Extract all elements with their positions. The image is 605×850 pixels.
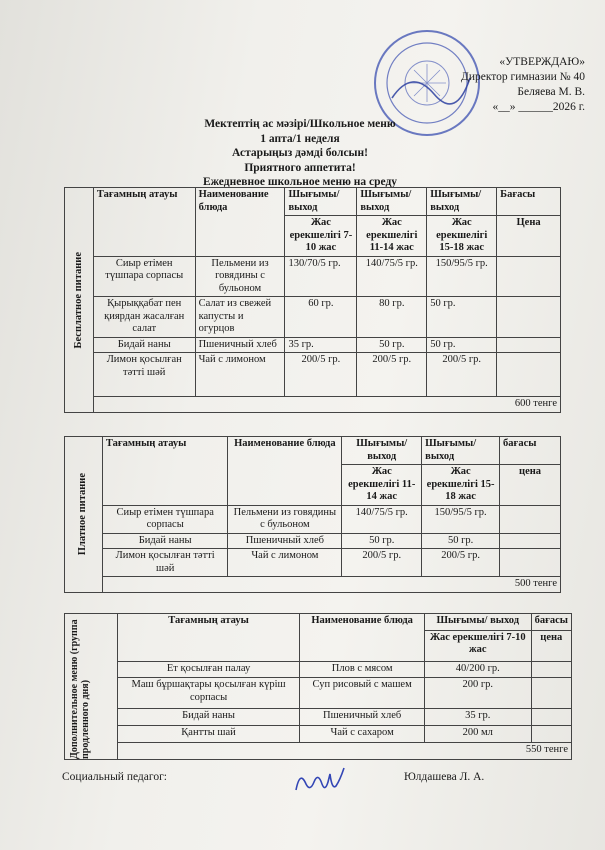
dish-name-ru: Салат из свежей капусты и огурцов xyxy=(195,297,285,338)
extra-header-name-kz: Тағамның атауы xyxy=(117,614,300,662)
heading-line-4: Приятного аппетита! xyxy=(244,161,356,174)
portion-value: 140/75/5 гр. xyxy=(342,505,422,533)
free-header-out-3: Шығымы/ выход xyxy=(427,188,497,216)
dish-name-kz: Бидай наны xyxy=(102,533,228,549)
portion-value: 50 гр. xyxy=(427,337,497,353)
price-cell xyxy=(531,726,571,743)
dish-name-ru: Пшеничный хлеб xyxy=(300,709,425,726)
dish-name-kz: Сиыр етімен түшпара сорпасы xyxy=(93,256,195,297)
paid-total: 500 тенге xyxy=(102,577,560,593)
table-row xyxy=(65,678,572,709)
approval-block xyxy=(420,55,585,115)
portion-value: 35 гр. xyxy=(424,709,531,726)
table-row xyxy=(65,297,561,338)
price-cell xyxy=(500,533,561,549)
portion-value: 200 гр. xyxy=(424,678,531,709)
heading-line-2: 1 апта/1 неделя xyxy=(260,132,340,145)
paid-header-age-1: Жас ерекшелігі 11-14 жас xyxy=(342,465,422,506)
extra-total: 550 тенге xyxy=(117,742,571,759)
price-cell xyxy=(497,337,561,353)
paid-header-name-kz: Тағамның атауы xyxy=(102,437,228,506)
footer-role: Социальный педагог: xyxy=(62,771,167,783)
dish-name-ru: Суп рисовый с машем xyxy=(300,678,425,709)
dish-name-kz: Қырыққабат пен қиярдан жасалған салат xyxy=(93,297,195,338)
dish-name-kz: Маш бұршақтары қосылған күріш сорпасы xyxy=(117,678,300,709)
dish-name-kz: Бидай наны xyxy=(117,709,300,726)
portion-value: 60 гр. xyxy=(285,297,357,338)
free-header-price-kz: Бағасы xyxy=(497,188,561,216)
portion-value: 50 гр. xyxy=(342,533,422,549)
price-cell xyxy=(497,256,561,297)
menu-heading xyxy=(150,117,450,190)
dish-name-ru: Пельмени из говядины с бульоном xyxy=(195,256,285,297)
paid-meal-table xyxy=(64,436,561,593)
free-header-name-kz: Тағамның атауы xyxy=(93,188,195,257)
extra-menu-table xyxy=(64,613,572,760)
approve-position: Директор гимназии № 40 xyxy=(460,71,585,83)
portion-value: 200/5 гр. xyxy=(285,353,357,397)
price-cell xyxy=(500,549,561,577)
paid-side-label: Платное питание xyxy=(65,437,103,593)
price-cell xyxy=(531,678,571,709)
footer-name: Юлдашева Л. А. xyxy=(404,771,485,783)
table-row xyxy=(65,533,561,549)
price-cell xyxy=(531,661,571,678)
dish-name-ru: Плов с мясом xyxy=(300,661,425,678)
free-header-age-1: Жас ерекшелігі 7-10 жас xyxy=(285,216,357,257)
dish-name-kz: Ет қосылған палау xyxy=(117,661,300,678)
free-header-price-ru: Цена xyxy=(497,216,561,257)
table-row xyxy=(65,505,561,533)
approve-name: Беляева М. В. xyxy=(517,86,585,98)
portion-value: 200/5 гр. xyxy=(342,549,422,577)
extra-header-out-1: Шығымы/ выход xyxy=(424,614,531,631)
portion-value: 200/5 гр. xyxy=(422,549,500,577)
dish-name-ru: Чай с лимоном xyxy=(228,549,342,577)
price-cell xyxy=(497,353,561,397)
approve-date: «__» ______2026 г. xyxy=(492,101,585,113)
portion-value: 35 гр. xyxy=(285,337,357,353)
portion-value: 200 мл xyxy=(424,726,531,743)
table-row xyxy=(65,661,572,678)
table-row xyxy=(65,549,561,577)
heading-line-1: Мектептің ас мәзірі/Школьное меню xyxy=(204,118,396,130)
free-total: 600 тенге xyxy=(93,397,560,413)
extra-header-price-kz: бағасы xyxy=(531,614,571,631)
portion-value: 40/200 гр. xyxy=(424,661,531,678)
free-header-out-1: Шығымы/ выход xyxy=(285,188,357,216)
portion-value: 200/5 гр. xyxy=(427,353,497,397)
free-header-out-2: Шығымы/ выход xyxy=(357,188,427,216)
free-side-label: Бесплатное питание xyxy=(65,188,94,413)
free-header-age-2: Жас ерекшелігі 11-14 жас xyxy=(357,216,427,257)
paid-header-price-kz: бағасы xyxy=(500,437,561,465)
approve-title: «УТВЕРЖДАЮ» xyxy=(499,56,585,68)
free-meal-table xyxy=(64,187,561,413)
extra-header-price-ru: цена xyxy=(531,630,571,661)
free-header-age-3: Жас ерекшелігі 15-18 жас xyxy=(427,216,497,257)
price-cell xyxy=(500,505,561,533)
free-header-name-ru: Наименование блюда xyxy=(195,188,285,257)
portion-value: 50 гр. xyxy=(422,533,500,549)
portion-value: 80 гр. xyxy=(357,297,427,338)
paid-header-age-2: Жас ерекшелігі 15-18 жас xyxy=(422,465,500,506)
dish-name-ru: Чай с сахаром xyxy=(300,726,425,743)
handwritten-signature xyxy=(290,760,350,800)
dish-name-kz: Сиыр етімен түшпара сорпасы xyxy=(102,505,228,533)
dish-name-ru: Пшеничный хлеб xyxy=(195,337,285,353)
portion-value: 50 гр. xyxy=(357,337,427,353)
table-row xyxy=(65,256,561,297)
heading-line-5: Ежедневное школьное меню на среду xyxy=(202,176,398,188)
portion-value: 130/70/5 гр. xyxy=(285,256,357,297)
paid-header-name-ru: Наименование блюда xyxy=(228,437,342,506)
dish-name-kz: Лимон қосылған тәтті шәй xyxy=(102,549,228,577)
portion-value: 140/75/5 гр. xyxy=(357,256,427,297)
extra-header-name-ru: Наименование блюда xyxy=(300,614,425,662)
heading-line-3: Астарыңыз дәмді болсын! xyxy=(232,147,368,159)
portion-value: 150/95/5 гр. xyxy=(422,505,500,533)
paid-header-out-2: Шығымы/ выход xyxy=(422,437,500,465)
table-row xyxy=(65,353,561,397)
table-row xyxy=(65,726,572,743)
paid-header-out-1: Шығымы/ выход xyxy=(342,437,422,465)
paid-header-price-ru: цена xyxy=(500,465,561,506)
extra-header-age-1: Жас ерекшелігі 7-10 жас xyxy=(424,630,531,661)
dish-name-kz: Лимон қосылған тәтті шәй xyxy=(93,353,195,397)
dish-name-kz: Қантты шай xyxy=(117,726,300,743)
table-row xyxy=(65,337,561,353)
price-cell xyxy=(497,297,561,338)
extra-side-label: Дополнительное меню (группа продленного дня) xyxy=(65,614,118,760)
table-row xyxy=(65,709,572,726)
dish-name-ru: Пельмени из говядины с бульоном xyxy=(228,505,342,533)
dish-name-kz: Бидай наны xyxy=(93,337,195,353)
portion-value: 50 гр. xyxy=(427,297,497,338)
price-cell xyxy=(531,709,571,726)
dish-name-ru: Чай с лимоном xyxy=(195,353,285,397)
portion-value: 200/5 гр. xyxy=(357,353,427,397)
portion-value: 150/95/5 гр. xyxy=(427,256,497,297)
dish-name-ru: Пшеничный хлеб xyxy=(228,533,342,549)
